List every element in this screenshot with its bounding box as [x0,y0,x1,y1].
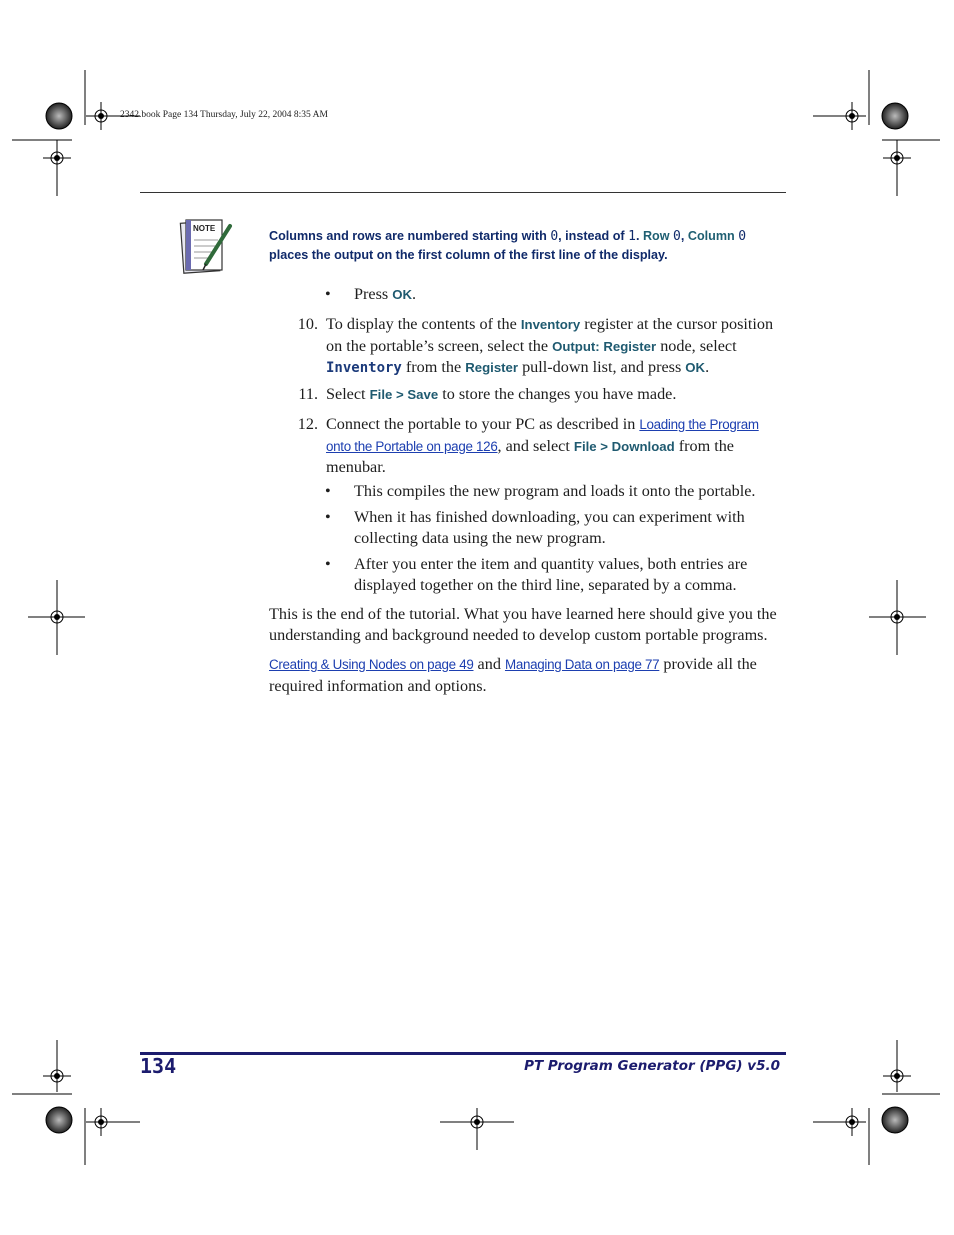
note-part: , [680,229,688,243]
text: and [473,655,505,673]
note-icon-label: NOTE [193,224,216,233]
text: to store the changes you have made. [438,385,677,403]
line: displayed together on the third line, separated by a comma. [354,575,737,594]
step-number: 10. [297,315,318,333]
note-part: Columns and rows are numbered starting with [269,229,551,243]
text: on the portable’s screen, select the [326,336,553,355]
code-inventory: Inventory [326,360,402,376]
line: When it has finished downloading, you can experiment with [354,508,745,526]
text: . [412,285,417,303]
paragraph-end-tutorial [269,604,777,645]
footer-title: PT Program Generator (PPG) v5.0 [524,1058,780,1074]
text: pull-down list, and press [518,358,686,376]
note-part: , instead of [558,229,629,243]
note-code: 0 [673,229,681,244]
print-slug: 2342.book Page 134 Thursday, July 22, 2004 8:35 AM [120,110,328,120]
link-managing-data[interactable]: Managing Data on page 77 [504,657,660,672]
text: from the [674,436,734,455]
bullet: • [325,508,331,526]
ui-register: Register [465,360,519,375]
bullet-text [354,554,747,595]
note-part: places the output on the first column of the first line of the display. [269,248,668,262]
link-loading-program-cont[interactable]: onto the Portable on page 126 [326,438,498,454]
text: from the [401,358,466,376]
text: node, select [656,336,737,355]
note-ui-column: Column [687,229,735,243]
bullet: • [325,555,331,573]
line: required information and options. [269,676,487,695]
ui-inventory: Inventory [520,317,581,332]
line: This is the end of the tutorial. What you have learned here should give you the [269,605,777,623]
ui-ok: OK [392,287,413,302]
step-11 [326,384,676,406]
note-part: . [635,229,643,243]
bullet: • [325,482,331,500]
step-10 [326,314,796,379]
line: After you enter the item and quantity values, both entries are [354,555,748,573]
ui-output-register: Output: Register [552,338,657,354]
link-loading-program[interactable]: Loading the Program [639,417,759,432]
line: understanding and background needed to develop custom portable programs. [269,625,768,644]
ui-file-download: File > Download [573,438,675,454]
page-number: 134 [140,1054,177,1078]
note-icon [178,216,234,276]
bullet-text [354,507,745,548]
link-creating-nodes[interactable]: Creating & Using Nodes on page 49 [269,657,474,672]
text: Connect the portable to your PC as described in [326,415,640,433]
bullet-press [325,284,331,305]
text: . [705,358,710,376]
note-code: 0 [738,229,747,244]
bullet-press-text [354,284,416,306]
text: menubar. [326,458,386,476]
text: To display the contents of the [326,315,521,333]
step-number: 12. [297,415,318,433]
text: Press [354,285,393,303]
step-number: 11. [298,385,318,403]
paragraph-references [269,654,757,696]
footer-rule [140,1052,786,1055]
bullet: • [325,285,331,303]
ui-ok: OK [685,360,706,375]
text: , and select [497,436,574,455]
note-text [269,227,789,265]
line: collecting data using the new program. [354,528,606,547]
bullet-text: This compiles the new program and loads it onto the portable. [354,482,756,500]
ui-file-save: File > Save [369,387,439,402]
text: register at the cursor position [580,315,774,333]
step-12 [326,414,796,478]
note-ui-row: Row [642,229,670,243]
text: provide all the [659,655,757,673]
text: Select [326,385,370,403]
header-rule [140,192,786,193]
note-code: 0 [550,229,559,244]
note-code: 1 [628,229,636,244]
